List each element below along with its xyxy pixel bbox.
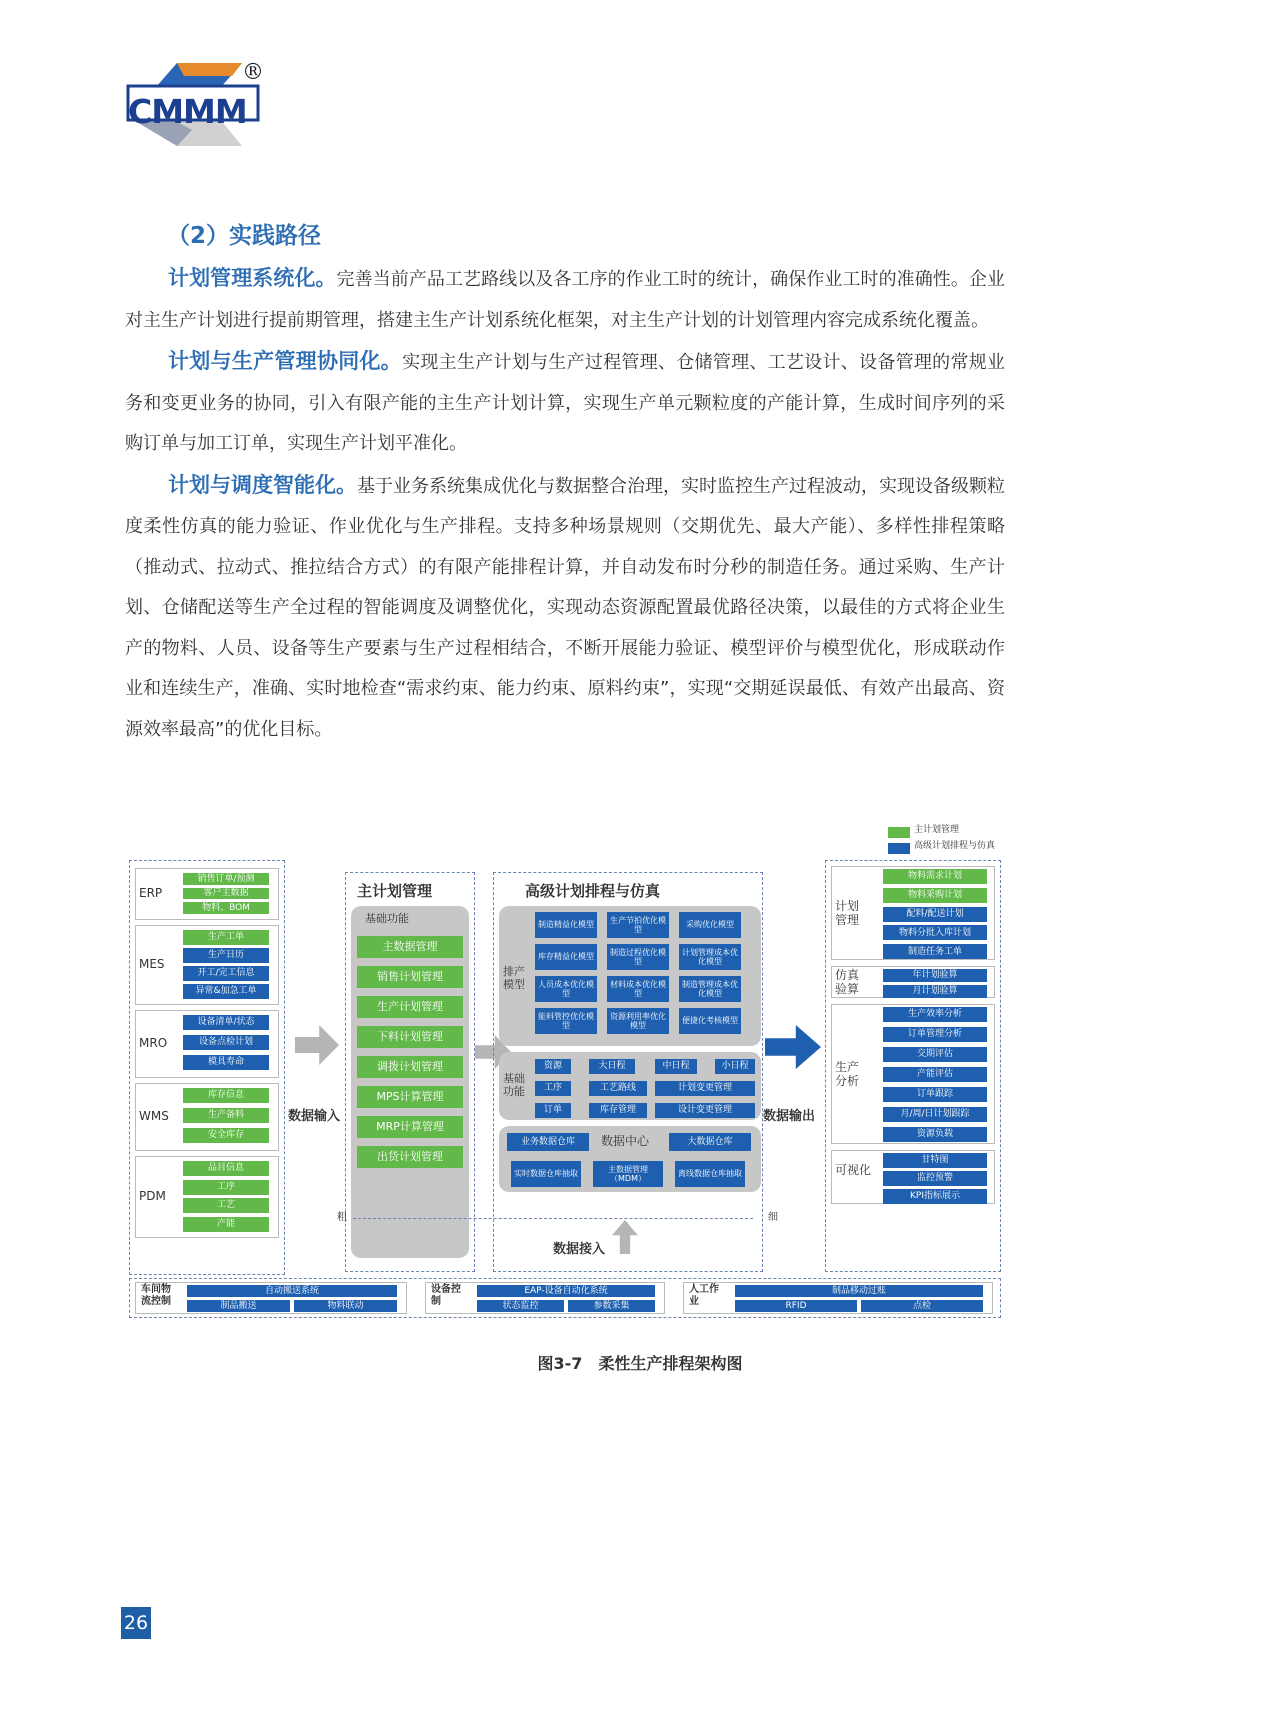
output-item: 订单管理分析 — [883, 1027, 987, 1042]
output-item: KPI指标展示 — [883, 1189, 987, 1204]
aps-basic-item: 库存管理 — [589, 1103, 647, 1118]
system-item: 设备清单/状态 — [183, 1015, 269, 1030]
output-item: 年计划验算 — [883, 969, 987, 982]
aps-model-item: 材料成本优化模型 — [607, 976, 669, 1002]
output-item: 资源负载 — [883, 1127, 987, 1142]
data-center-title: 数据中心 — [601, 1134, 650, 1148]
mps-item: 出货计划管理 — [357, 1146, 463, 1168]
data-access-arrow — [612, 1220, 638, 1254]
output-item: 月计划验算 — [883, 985, 987, 998]
output-item: 监控预警 — [883, 1171, 987, 1186]
data-access-label: 数据接入 — [553, 1242, 606, 1257]
aps-model-item: 制造过程优化模型 — [607, 944, 669, 970]
legend-swatch — [888, 843, 910, 854]
aps-model-item: 资源利用率优化模型 — [607, 1008, 669, 1034]
system-item: 安全库存 — [183, 1128, 269, 1143]
mps-item: 下料计划管理 — [357, 1026, 463, 1048]
mps-item: MRP计算管理 — [357, 1116, 463, 1138]
page-number: 26 — [121, 1607, 151, 1639]
system-item: 开工/完工信息 — [183, 966, 269, 981]
system-item: 生产工单 — [183, 930, 269, 945]
output-item: 月/周/日计划跟踪 — [883, 1107, 987, 1122]
bottom-group-label: 人工作 业 — [689, 1284, 719, 1307]
system-item: 产能 — [183, 1217, 269, 1232]
mps-item: 销售计划管理 — [357, 966, 463, 988]
input-arrow — [295, 1025, 339, 1065]
system-item: 设备点检计划 — [183, 1035, 269, 1050]
system-label: PDM — [139, 1189, 166, 1203]
bottom-item: RFID — [735, 1300, 857, 1312]
aps-model-item: 能料管控优化模型 — [535, 1008, 597, 1034]
output-group-label: 生产 分析 — [835, 1060, 860, 1089]
paragraph-1-lead: 计划管理系统化。 — [168, 266, 337, 290]
system-item: 模具寿命 — [183, 1055, 269, 1070]
aps-basic-item: 工艺路线 — [589, 1081, 647, 1096]
aps-basic-label: 基础功能 — [503, 1072, 525, 1099]
aps-model-item: 库存精益化模型 — [535, 944, 597, 970]
section-title: （2）实践路径 — [167, 223, 322, 249]
bottom-item: 制品搬送 — [187, 1300, 290, 1312]
mps-panel — [351, 906, 469, 1258]
output-item: 制造任务工单 — [883, 944, 987, 959]
aps-model-label: 排产模型 — [503, 965, 525, 992]
system-item: 物料、BOM — [183, 902, 269, 914]
bottom-item: 物料联动 — [294, 1300, 397, 1312]
mps-item: 调拨计划管理 — [357, 1056, 463, 1078]
legend-label: 主计划管理 — [914, 825, 960, 835]
logo-text: CMMM — [128, 92, 247, 131]
aps-basic-item: 工序 — [535, 1081, 571, 1096]
paragraph-1-text: 完善当前产品工艺路线以及各工序的作业工时的统计，确保作业工时的准确性。企业对主生产计划进行提前期管理，搭建主生产计划系统化框架，对主生产计划的计划管理内容完成系统化覆盖。 — [125, 269, 1005, 331]
aps-model-item: 人员成本优化模型 — [535, 976, 597, 1002]
system-item: 品目信息 — [183, 1161, 269, 1176]
aps-model-item: 制造管理成本优化模型 — [679, 976, 741, 1002]
system-label: WMS — [139, 1109, 169, 1123]
aps-basic-item: 小日程 — [715, 1059, 755, 1074]
architecture-diagram — [125, 820, 1005, 1320]
system-label: MRO — [139, 1036, 168, 1050]
coarse-fine-line — [353, 1218, 753, 1220]
output-arrow — [765, 1025, 821, 1069]
system-item: 客户主数据 — [183, 888, 269, 900]
aps-basic-item: 设计变更管理 — [655, 1103, 755, 1118]
paragraph-2-lead: 计划与生产管理协同化。 — [168, 349, 403, 373]
output-item: 物料分批入库计划 — [883, 925, 987, 940]
aps-model-item: 制造精益化模型 — [535, 912, 597, 938]
body-text — [125, 258, 1005, 750]
data-center-item: 业务数据仓库 — [507, 1133, 589, 1151]
data-center-item: 离线数据仓库抽取 — [675, 1161, 745, 1187]
paragraph-3 — [125, 465, 1005, 751]
aps-model-item: 采购优化模型 — [679, 912, 741, 938]
data-input-label: 数据输入 — [288, 1109, 341, 1124]
system-item: 生产日历 — [183, 948, 269, 963]
registered-mark: ® — [242, 60, 264, 85]
system-label: MES — [139, 957, 165, 971]
aps-basic-item: 订单 — [535, 1103, 571, 1118]
bottom-item: 状态监控 — [477, 1300, 564, 1312]
legend-label: 高级计划排程与仿真 — [914, 841, 996, 851]
data-center-item: 主数据管理（MDM） — [593, 1161, 663, 1187]
output-item: 订单跟踪 — [883, 1087, 987, 1102]
paragraph-1 — [125, 258, 1005, 341]
aps-basic-item: 大日程 — [589, 1059, 635, 1074]
figure-caption: 图3-7 柔性生产排程架构图 — [537, 1354, 743, 1373]
system-item: 生产备料 — [183, 1108, 269, 1123]
bottom-item: 点检 — [861, 1300, 983, 1312]
aps-title: 高级计划排程与仿真 — [525, 882, 661, 900]
paragraph-2 — [125, 341, 1005, 465]
mps-item: 主数据管理 — [357, 936, 463, 958]
bottom-group-label: 设备控 制 — [431, 1284, 461, 1307]
output-item: 配料/配送计划 — [883, 907, 987, 922]
paragraph-3-text: 基于业务系统集成优化与数据整合治理，实时监控生产过程波动，实现设备级颗粒度柔性仿真的能力验证、作业优化与生产排程。支持多种场景规则（交期优先、最大产能）、多样性排程策略（推动式、拉动式、推拉结合方式）的有限产能排程计算，并自动发布时分秒的制造任务。通过采购、生产计划、仓储配送等生产全过程的智能调度及调整优化，实现动态资源配置最优路径决策，以最佳的方式将企业生产的物料、人员、设备等生产要素与生产过程相结合，不断开展能力验证、模型评价与模型优化，形成联动作业和连续生产，准确、实时地检查“需求约束、能力约束、原料约束”，实现“交期延误最低、有效产出最高、资源效率最高”的优化目标。 — [125, 475, 1005, 740]
system-item: 工艺 — [183, 1198, 269, 1213]
data-center-item: 实时数据仓库抽取 — [511, 1161, 581, 1187]
coarse-label: 粗 — [337, 1212, 347, 1223]
paragraph-3-lead: 计划与调度智能化。 — [168, 472, 357, 497]
paragraph-2-text: 实现主生产计划与生产过程管理、仓储管理、工艺设计、设备管理的常规业务和变更业务的协同，引入有限产能的主生产计划计算，实现生产单元颗粒度的产能计算，生成时间序列的采购订单与加工订单，实现生产计划平准化。 — [125, 352, 1006, 454]
mps-title: 主计划管理 — [357, 882, 433, 900]
mps-item: MPS计算管理 — [357, 1086, 463, 1108]
mps-item: 生产计划管理 — [357, 996, 463, 1018]
output-item: 交期评估 — [883, 1047, 987, 1062]
bottom-item: EAP-设备自动化系统 — [477, 1285, 655, 1297]
output-item: 物料采购计划 — [883, 888, 987, 903]
system-item: 异常&加急工单 — [183, 984, 269, 999]
bottom-item: 参数采集 — [568, 1300, 655, 1312]
aps-basic-item: 中日程 — [655, 1059, 697, 1074]
output-group-label: 可视化 — [835, 1163, 872, 1177]
output-item: 产能评估 — [883, 1067, 987, 1082]
system-item: 销售订单/预测 — [183, 873, 269, 885]
output-item: 甘特图 — [883, 1153, 987, 1168]
output-item: 物料需求计划 — [883, 869, 987, 884]
system-item: 工序 — [183, 1180, 269, 1195]
fine-label: 细 — [768, 1212, 778, 1223]
aps-basic-item: 计划变更管理 — [655, 1081, 755, 1096]
output-item: 生产效率分析 — [883, 1007, 987, 1022]
aps-model-item: 生产节拍优化模型 — [607, 912, 669, 938]
bottom-group-label: 车间物 流控制 — [141, 1284, 171, 1307]
bottom-item: 制品移动过账 — [735, 1285, 983, 1297]
data-output-label: 数据输出 — [763, 1109, 816, 1124]
data-center-item: 大数据仓库 — [669, 1133, 751, 1151]
bottom-item: 自动搬送系统 — [187, 1285, 397, 1297]
output-group-label: 计划 管理 — [835, 899, 860, 928]
aps-model-item: 计划管理成本优化模型 — [679, 944, 741, 970]
system-item: 库存信息 — [183, 1088, 269, 1103]
system-label: ERP — [139, 886, 163, 900]
output-group-label: 仿真 验算 — [835, 968, 860, 997]
aps-basic-item: 资源 — [535, 1059, 571, 1074]
aps-model-item: 便捷化考核模型 — [679, 1008, 741, 1034]
mps-subtitle: 基础功能 — [365, 912, 409, 925]
legend-swatch — [888, 827, 910, 838]
